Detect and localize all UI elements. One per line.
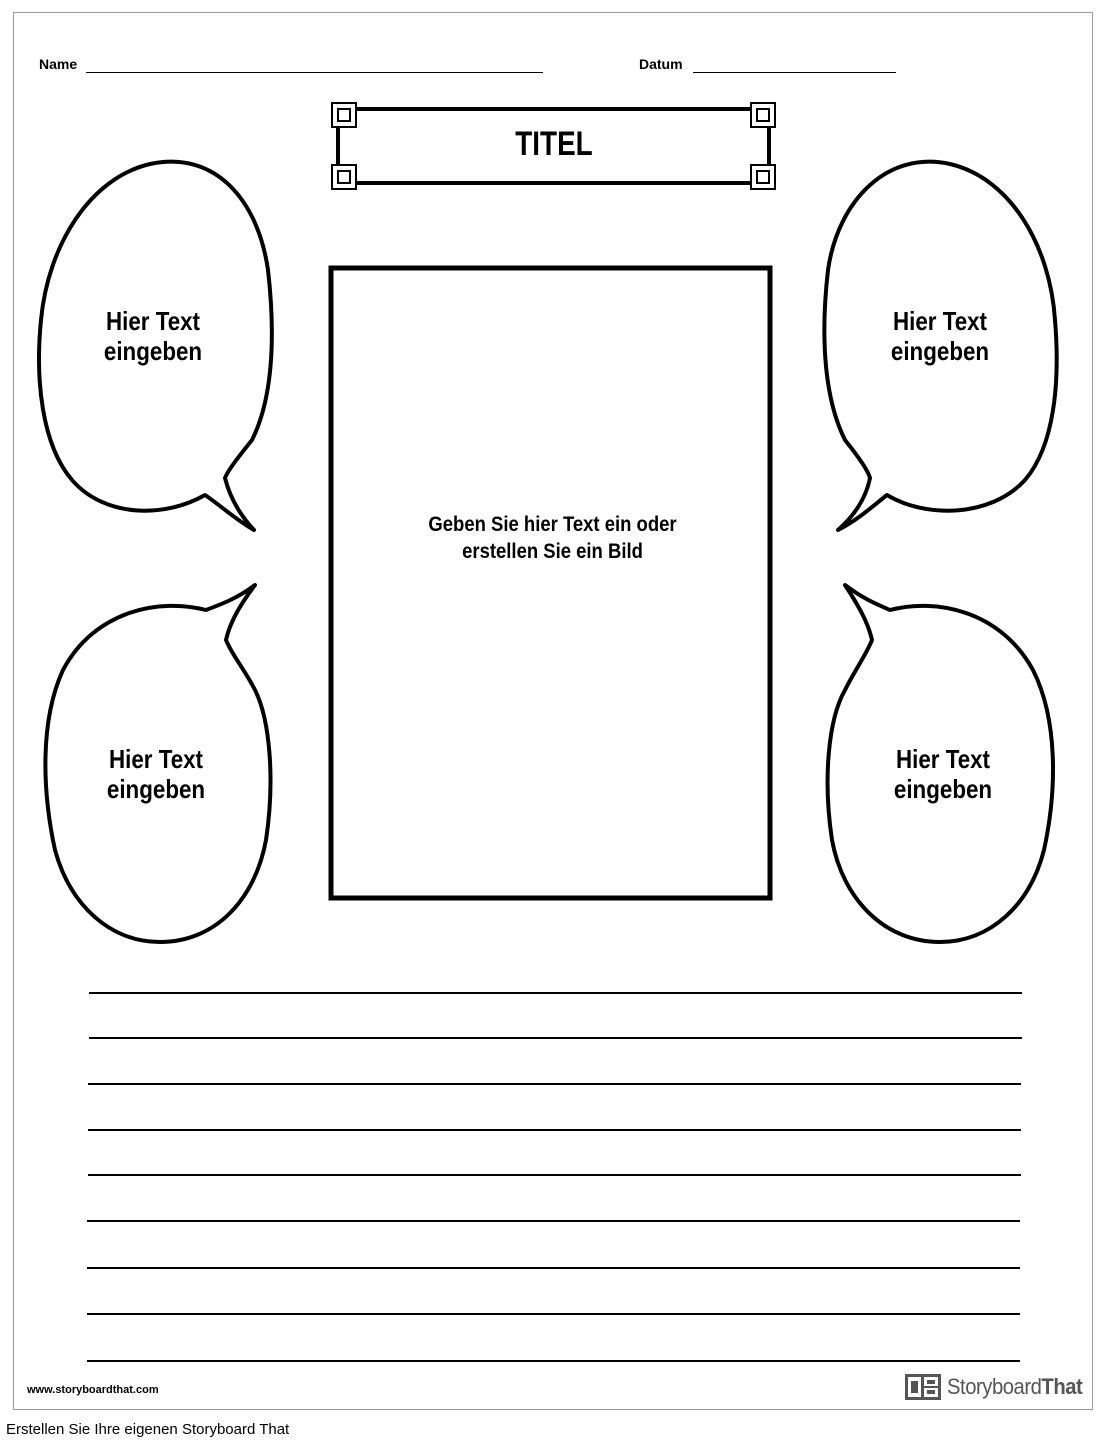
site-url[interactable]: www.storyboardthat.com <box>27 1384 159 1396</box>
bubble-line: eingeben <box>106 774 206 804</box>
storyboard-that-logo[interactable] <box>905 1372 1094 1402</box>
writing-line[interactable] <box>88 1174 1021 1176</box>
bubble-text-bottom-left[interactable] <box>70 744 242 804</box>
writing-line[interactable] <box>89 992 1022 994</box>
writing-line[interactable] <box>87 1220 1020 1222</box>
bubble-line: eingeben <box>103 336 203 366</box>
caption-text: Erstellen Sie Ihre eigenen Storyboard That <box>6 1421 290 1438</box>
center-text-line: erstellen Sie ein Bild <box>462 540 643 563</box>
bubble-line: eingeben <box>893 774 993 804</box>
bubble-text-bottom-right[interactable] <box>857 744 1029 804</box>
brand-name <box>947 1374 1082 1400</box>
center-text-line: Geben Sie hier Text ein oder <box>428 513 677 536</box>
writing-line[interactable] <box>87 1267 1020 1269</box>
bubble-text-top-right[interactable] <box>854 306 1026 366</box>
bubble-line: eingeben <box>890 336 990 366</box>
writing-line[interactable] <box>89 1037 1022 1039</box>
name-label: Name <box>39 56 78 72</box>
center-image-box <box>331 268 770 898</box>
center-box-text[interactable] <box>383 511 722 565</box>
bubble-line: Hier Text <box>895 744 991 774</box>
date-label: Datum <box>639 56 683 72</box>
title-text[interactable]: TITEL <box>515 125 593 163</box>
writing-line[interactable] <box>87 1313 1020 1315</box>
bubble-line: Hier Text <box>105 306 201 336</box>
bubble-line: Hier Text <box>892 306 988 336</box>
writing-line[interactable] <box>87 1360 1020 1362</box>
writing-line[interactable] <box>88 1083 1021 1085</box>
bubble-line: Hier Text <box>108 744 204 774</box>
bubble-text-top-left[interactable] <box>67 306 239 366</box>
writing-line[interactable] <box>88 1129 1021 1131</box>
brand-regular: Storyboard <box>947 1374 1042 1399</box>
storyboard-that-logo-icon <box>905 1374 941 1400</box>
brand-bold: That <box>1041 1374 1083 1399</box>
